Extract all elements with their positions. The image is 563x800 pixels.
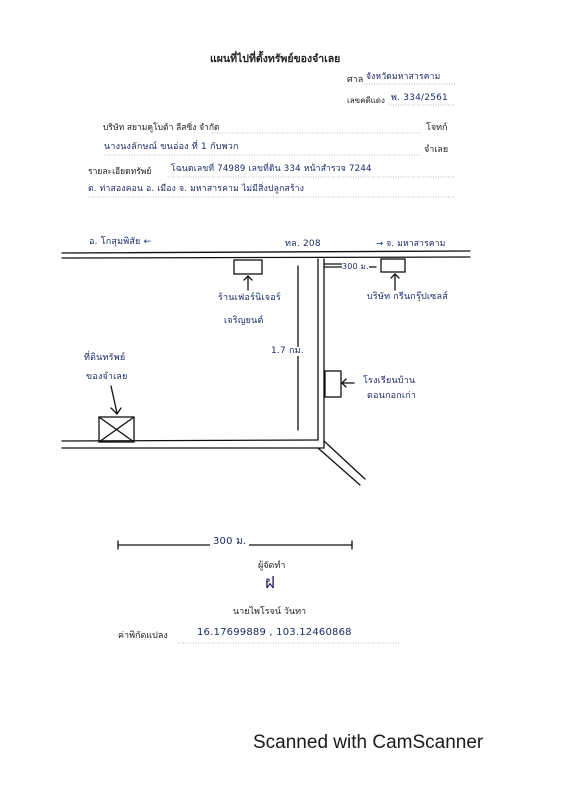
signature-mark: ฝ: [265, 573, 276, 593]
furniture-store-marker: [234, 260, 262, 274]
plaintiff-name: บริษัท สยามคูโบต้า ลีสซิ่ง จำกัด: [103, 123, 220, 133]
furniture-store-label-line-2: เจริญยนต์: [224, 316, 264, 326]
property-label: รายละเอียดทรัพย์: [88, 167, 152, 177]
furniture-store-label-line-1: ร้านเฟอร์นิเจอร์: [218, 293, 281, 303]
company-label: บริษัท กรีนกรุ๊ปเซลส์: [367, 292, 448, 302]
school-marker: [325, 371, 341, 397]
camscanner-watermark: Scanned with CamScanner: [253, 732, 484, 753]
defendant-role: จำเลย: [424, 145, 449, 155]
company-marker: [381, 259, 405, 272]
court-label: ศาล: [347, 75, 364, 85]
document-title: แผนที่ไปที่ตั้งทรัพย์ของจำเลย: [210, 53, 341, 65]
court-value: จังหวัดมหาสารคาม: [366, 72, 441, 82]
coordinates-value: 16.17699889 , 103.12460868: [197, 627, 352, 638]
preparer-role: ผู้จัดทำ: [258, 561, 286, 571]
property-label-line-2: ของจำเลย: [86, 372, 128, 382]
school-label-line-1: โรงเรียนบ้าน: [363, 376, 416, 386]
form-underlines: [88, 84, 455, 197]
distance-300m-top: 300 ม.: [342, 262, 369, 271]
property-detail-line-1: โฉนดเลขที่ 74989 เลขที่ดิน 334 หน้าสำรวจ 7244: [171, 164, 372, 174]
distance-1-7km: 1.7 กม.: [271, 346, 304, 356]
preparer-name: นายไพโรจน์ วันทา: [233, 607, 307, 617]
road-label-maha-sarakham: → จ. มหาสารคาม: [376, 239, 446, 249]
coordinates-label: ค่าพิกัดแปลง: [118, 631, 168, 641]
highway-bottom-edge: [62, 257, 470, 258]
case-number-value: พ. 334/2561: [391, 93, 448, 103]
highway-label: ทล. 208: [285, 239, 321, 249]
property-label-line-1: ที่ดินทรัพย์: [84, 353, 126, 363]
branch-road-left-edge: [318, 448, 360, 485]
highway-top-edge: [62, 251, 470, 253]
defendant-name: นางนงลักษณ์ ขนอ่อง ที่ 1 กับพวก: [104, 142, 239, 152]
property-detail-line-2: ต. ท่าสองคอน อ. เมือง จ. มหาสารคาม ไม่มีสิ่งปลูกสร้าง: [88, 184, 305, 194]
branch-road-right-edge: [324, 441, 365, 479]
plaintiff-role: โจทก์: [426, 123, 448, 133]
road-label-kosum-phisai: อ. โกสุมพิสัย ←: [89, 237, 152, 247]
case-number-label: เลขคดีแดง: [347, 96, 385, 105]
school-label-line-2: ดอนกอกเก่า: [367, 391, 417, 401]
distance-300m-bottom: 300 ม.: [210, 537, 249, 547]
